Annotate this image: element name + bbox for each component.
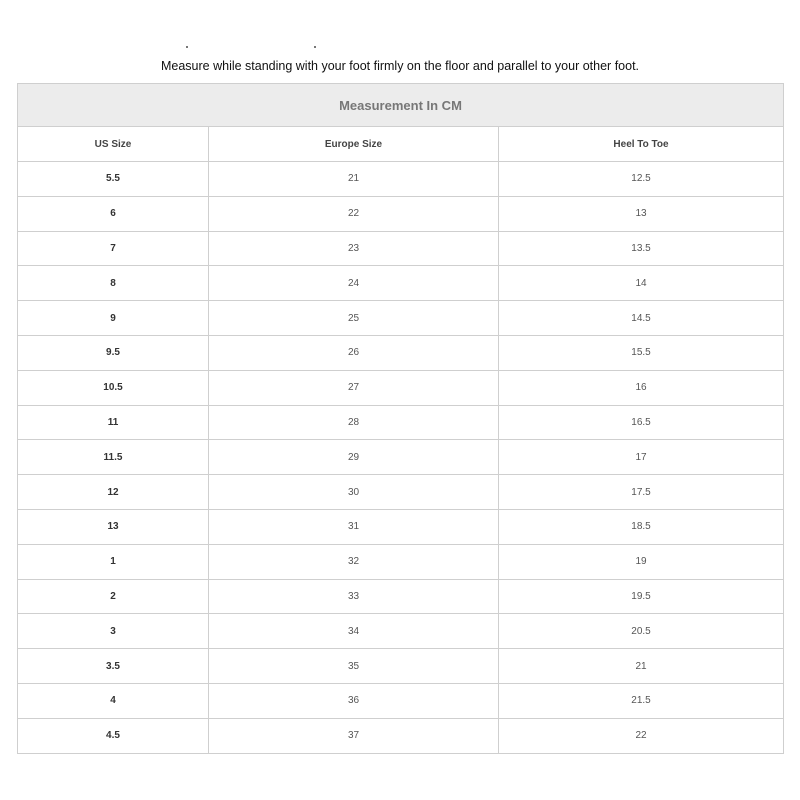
us-size-cell: 11.5 [18,440,209,475]
europe-size-cell: 37 [209,718,499,753]
us-size-cell: 4.5 [18,718,209,753]
europe-size-cell: 29 [209,440,499,475]
europe-size-cell: 27 [209,370,499,405]
heel-to-toe-cell: 13.5 [499,231,784,266]
table-row [18,196,784,231]
us-size-cell: 2 [18,579,209,614]
heel-to-toe-cell: 19 [499,544,784,579]
us-size-cell: 6 [18,196,209,231]
heel-to-toe-cell: 15.5 [499,335,784,370]
table-row [18,683,784,718]
table-row [18,509,784,544]
heel-to-toe-cell: 21.5 [499,683,784,718]
heel-to-toe-cell: 18.5 [499,509,784,544]
decorative-dots [0,46,800,52]
heel-to-toe-cell: 21 [499,649,784,684]
heel-to-toe-cell: 22 [499,718,784,753]
table-row [18,231,784,266]
table-row [18,301,784,336]
heel-to-toe-cell: 14 [499,266,784,301]
europe-size-cell: 24 [209,266,499,301]
heel-to-toe-cell: 20.5 [499,614,784,649]
us-size-cell: 11 [18,405,209,440]
heel-to-toe-cell: 16 [499,370,784,405]
us-size-cell: 10.5 [18,370,209,405]
us-size-cell: 3.5 [18,649,209,684]
table-row [18,370,784,405]
table-header-row [18,127,784,162]
europe-size-cell: 28 [209,405,499,440]
size-chart-table [17,83,784,754]
column-header-europe-size: Europe Size [209,127,499,162]
table-row [18,162,784,197]
table-row [18,475,784,510]
us-size-cell: 4 [18,683,209,718]
table-row [18,649,784,684]
column-header-us-size: US Size [18,127,209,162]
europe-size-cell: 23 [209,231,499,266]
europe-size-cell: 32 [209,544,499,579]
us-size-cell: 5.5 [18,162,209,197]
europe-size-cell: 35 [209,649,499,684]
table-title: Measurement In CM [18,84,784,127]
europe-size-cell: 30 [209,475,499,510]
size-rows [18,162,784,754]
table-row [18,544,784,579]
us-size-cell: 12 [18,475,209,510]
table-row [18,335,784,370]
europe-size-cell: 22 [209,196,499,231]
table-row [18,440,784,475]
europe-size-cell: 34 [209,614,499,649]
us-size-cell: 9 [18,301,209,336]
heel-to-toe-cell: 17.5 [499,475,784,510]
table-title-row [18,84,784,127]
measurement-instruction: Measure while standing with your foot firmly on the floor and parallel to your other foot. [160,59,640,73]
us-size-cell: 3 [18,614,209,649]
column-header-heel-to-toe: Heel To Toe [499,127,784,162]
heel-to-toe-cell: 19.5 [499,579,784,614]
table-row [18,405,784,440]
europe-size-cell: 26 [209,335,499,370]
europe-size-cell: 25 [209,301,499,336]
table-row [18,614,784,649]
us-size-cell: 9.5 [18,335,209,370]
us-size-cell: 8 [18,266,209,301]
heel-to-toe-cell: 16.5 [499,405,784,440]
table-row [18,718,784,753]
europe-size-cell: 36 [209,683,499,718]
heel-to-toe-cell: 13 [499,196,784,231]
table-row [18,579,784,614]
europe-size-cell: 33 [209,579,499,614]
us-size-cell: 13 [18,509,209,544]
heel-to-toe-cell: 17 [499,440,784,475]
us-size-cell: 7 [18,231,209,266]
heel-to-toe-cell: 14.5 [499,301,784,336]
dot-right [314,46,316,48]
us-size-cell: 1 [18,544,209,579]
europe-size-cell: 21 [209,162,499,197]
dot-left [186,46,188,48]
europe-size-cell: 31 [209,509,499,544]
table-row [18,266,784,301]
heel-to-toe-cell: 12.5 [499,162,784,197]
